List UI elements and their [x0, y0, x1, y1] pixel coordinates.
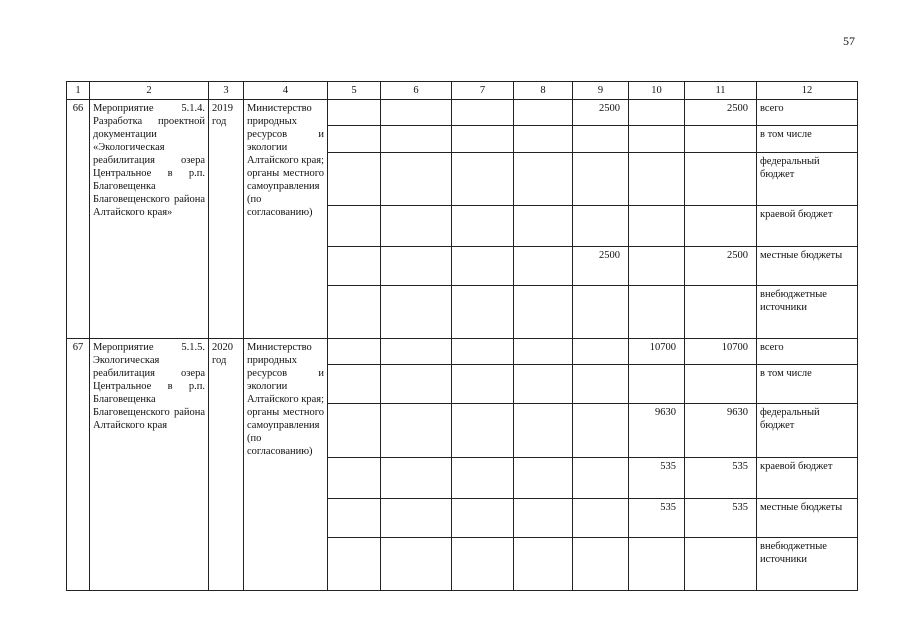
page-number: 57 — [843, 34, 855, 48]
measure-executor: Министерство природных ресурсов и экологии Алтайского края; органы местного самоуправления (по согласованию) — [244, 339, 328, 591]
funding-source-label: федеральный бюджет — [757, 404, 858, 458]
value-cell — [381, 339, 452, 365]
value-cell — [452, 365, 514, 404]
funding-source-label: краевой бюджет — [757, 206, 858, 247]
value-cell — [381, 206, 452, 247]
table-row — [67, 100, 858, 126]
value-cell — [514, 404, 573, 458]
value-cell — [573, 365, 629, 404]
value-cell: 10700 — [685, 339, 757, 365]
value-cell — [381, 286, 452, 339]
value-cell — [514, 499, 573, 538]
value-cell: 10700 — [629, 339, 685, 365]
value-cell: 535 — [685, 499, 757, 538]
value-cell — [629, 153, 685, 206]
header-cell: 11 — [685, 82, 757, 100]
measure-year: 2020 год — [209, 339, 244, 591]
value-cell — [452, 286, 514, 339]
value-cell — [629, 365, 685, 404]
measure-name: Мероприятие 5.1.4. Разработка проектной документации «Экологическая реабилитация озера Центральное в р.п. Благовещенка Благовещенского района Алтайского края» — [90, 100, 209, 339]
value-cell — [573, 404, 629, 458]
value-cell — [629, 247, 685, 286]
header-cell: 12 — [757, 82, 858, 100]
value-cell: 2500 — [685, 247, 757, 286]
value-cell — [685, 153, 757, 206]
funding-source-label: внебюджетные источники — [757, 538, 858, 591]
measure-year: 2019 год — [209, 100, 244, 339]
value-cell — [381, 365, 452, 404]
funding-source-label: внебюджетные источники — [757, 286, 858, 339]
value-cell — [573, 286, 629, 339]
header-cell: 5 — [328, 82, 381, 100]
funding-source-label: в том числе — [757, 126, 858, 153]
value-cell — [452, 339, 514, 365]
value-cell — [328, 153, 381, 206]
value-cell — [573, 126, 629, 153]
value-cell — [328, 286, 381, 339]
funding-source-label: в том числе — [757, 365, 858, 404]
funding-source-label: краевой бюджет — [757, 458, 858, 499]
funding-source-label: местные бюджеты — [757, 247, 858, 286]
value-cell — [328, 499, 381, 538]
value-cell — [381, 499, 452, 538]
value-cell — [381, 538, 452, 591]
value-cell — [629, 100, 685, 126]
header-cell: 10 — [629, 82, 685, 100]
value-cell — [381, 404, 452, 458]
value-cell — [514, 126, 573, 153]
value-cell — [629, 206, 685, 247]
value-cell — [452, 404, 514, 458]
value-cell — [328, 458, 381, 499]
value-cell: 535 — [685, 458, 757, 499]
value-cell — [328, 100, 381, 126]
value-cell — [328, 247, 381, 286]
value-cell — [685, 286, 757, 339]
value-cell — [452, 126, 514, 153]
header-cell: 7 — [452, 82, 514, 100]
value-cell — [514, 339, 573, 365]
header-row — [67, 82, 858, 100]
budget-table — [66, 81, 858, 591]
header-cell: 6 — [381, 82, 452, 100]
header-cell: 2 — [90, 82, 209, 100]
funding-source-label: всего — [757, 339, 858, 365]
value-cell — [573, 153, 629, 206]
funding-source-label: федеральный бюджет — [757, 153, 858, 206]
row-number: 66 — [67, 100, 90, 339]
value-cell: 9630 — [629, 404, 685, 458]
value-cell — [328, 339, 381, 365]
measure-executor: Министерство природных ресурсов и экологии Алтайского края; органы местного самоуправления (по согласованию) — [244, 100, 328, 339]
value-cell — [573, 499, 629, 538]
value-cell: 2500 — [573, 247, 629, 286]
value-cell — [573, 339, 629, 365]
value-cell — [381, 100, 452, 126]
measure-name: Мероприятие 5.1.5. Экологическая реабилитация озера Центральное в р.п. Благовещенка Благовещенского района Алтайского края — [90, 339, 209, 591]
value-cell — [629, 538, 685, 591]
row-number: 67 — [67, 339, 90, 591]
value-cell — [629, 286, 685, 339]
value-cell — [452, 538, 514, 591]
value-cell — [685, 365, 757, 404]
value-cell: 2500 — [685, 100, 757, 126]
table-row — [67, 339, 858, 365]
value-cell — [514, 100, 573, 126]
header-cell: 8 — [514, 82, 573, 100]
value-cell: 9630 — [685, 404, 757, 458]
value-cell — [452, 458, 514, 499]
value-cell — [328, 404, 381, 458]
value-cell — [685, 538, 757, 591]
funding-source-label: местные бюджеты — [757, 499, 858, 538]
value-cell — [328, 206, 381, 247]
value-cell — [328, 126, 381, 153]
value-cell — [452, 153, 514, 206]
value-cell — [328, 365, 381, 404]
value-cell — [452, 499, 514, 538]
value-cell — [452, 247, 514, 286]
header-cell: 1 — [67, 82, 90, 100]
value-cell — [328, 538, 381, 591]
header-cell: 3 — [209, 82, 244, 100]
value-cell — [573, 538, 629, 591]
value-cell — [514, 247, 573, 286]
funding-source-label: всего — [757, 100, 858, 126]
value-cell — [514, 458, 573, 499]
value-cell — [514, 538, 573, 591]
value-cell — [381, 247, 452, 286]
value-cell — [381, 458, 452, 499]
value-cell — [452, 206, 514, 247]
value-cell — [514, 286, 573, 339]
header-cell: 9 — [573, 82, 629, 100]
value-cell — [685, 126, 757, 153]
value-cell: 535 — [629, 499, 685, 538]
value-cell — [381, 126, 452, 153]
value-cell — [514, 153, 573, 206]
value-cell — [573, 206, 629, 247]
value-cell — [381, 153, 452, 206]
value-cell — [514, 206, 573, 247]
value-cell — [685, 206, 757, 247]
value-cell: 535 — [629, 458, 685, 499]
value-cell — [629, 126, 685, 153]
value-cell — [514, 365, 573, 404]
value-cell: 2500 — [573, 100, 629, 126]
value-cell — [573, 458, 629, 499]
value-cell — [452, 100, 514, 126]
header-cell: 4 — [244, 82, 328, 100]
